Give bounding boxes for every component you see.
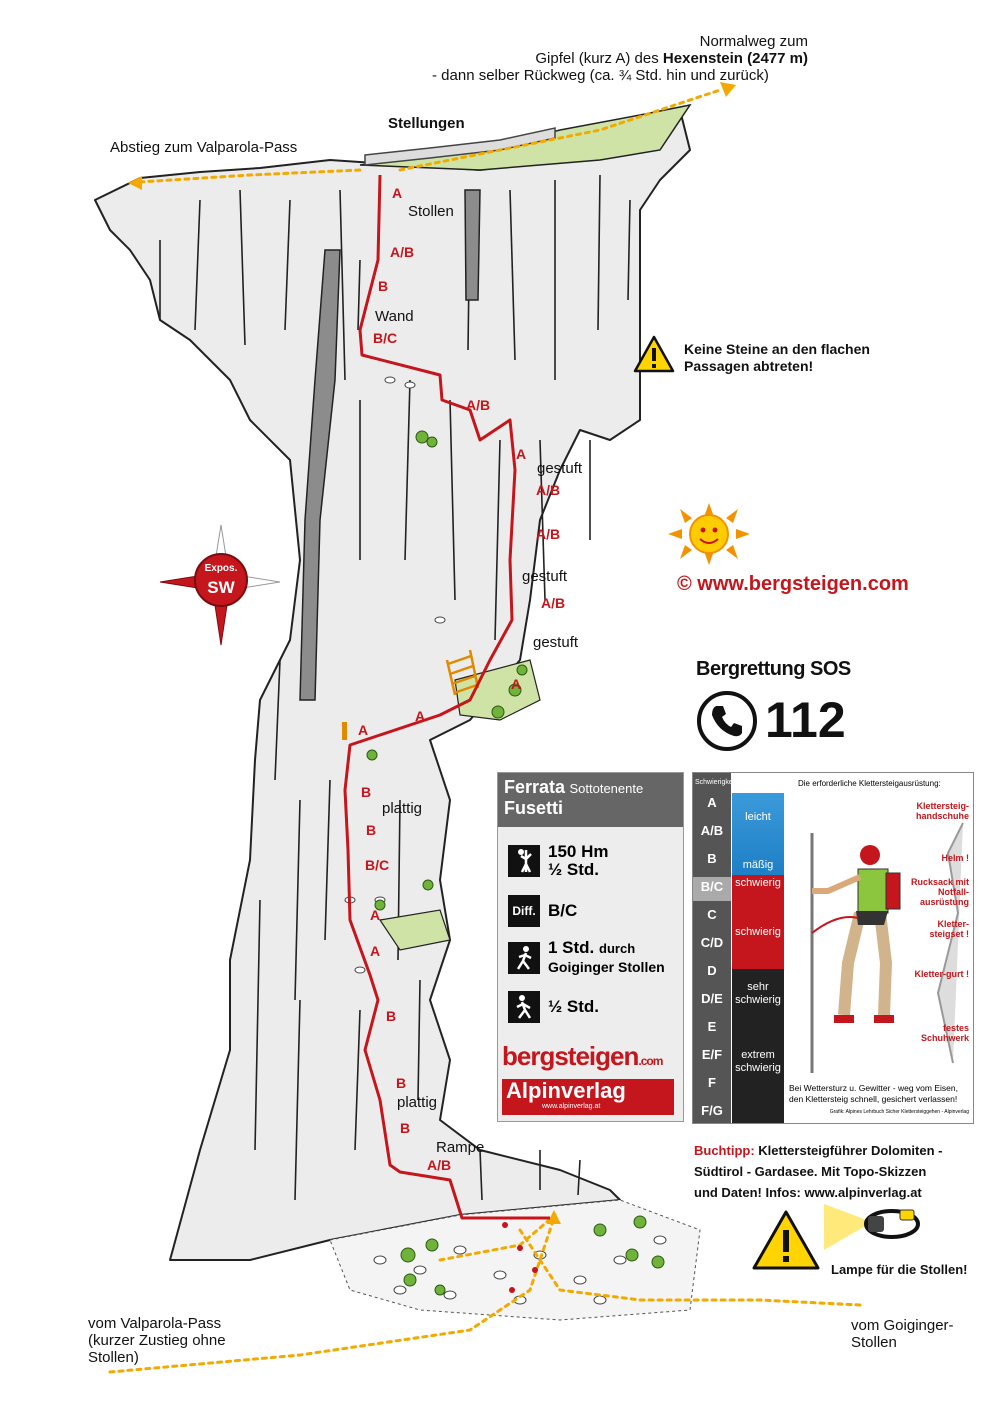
grade-label: B: [366, 822, 377, 838]
phone-icon: [696, 690, 758, 752]
headlamp-icon: [822, 1200, 922, 1258]
info-row-difficulty: [508, 895, 577, 927]
hiker-down-icon: [508, 991, 540, 1023]
rescue-title: Bergrettung SOS: [696, 658, 851, 680]
grade-item: B/C: [700, 879, 724, 894]
scale-label: extrem schwierig: [735, 1049, 781, 1074]
grade-label: B: [386, 1008, 397, 1024]
route-name-part1: Ferrata: [504, 777, 566, 797]
grading-note: Bei Wettersturz u. Gewitter - weg vom Eisen, den Klettersteig schnell, gesichert verlassen!: [789, 1083, 958, 1104]
info-height-time: ½ Std.: [548, 860, 600, 879]
grade-label: A: [511, 676, 522, 692]
route-info-card: [497, 772, 684, 1122]
grade-label: A: [370, 943, 381, 959]
summit-note-line2: Gipfel (kurz A) des Hexenstein (2477 m): [535, 50, 808, 67]
label-rampe: Rampe: [436, 1139, 485, 1156]
grade-item: C/D: [700, 935, 724, 950]
gear-label: Kletter-gurt !: [914, 969, 969, 979]
grade-item: F/G: [701, 1103, 723, 1118]
grading-header-right: Die erforderliche Klettersteigausrüstung:: [798, 779, 941, 788]
hiker-up-icon: [508, 942, 540, 974]
info-approach: 1 Std.: [548, 938, 595, 957]
grade-label: A/B: [541, 595, 566, 611]
info-descent: ½ Std.: [548, 997, 600, 1016]
info-approach-small: durch: [599, 941, 636, 956]
compass-exposure-value: SW: [207, 578, 235, 597]
scale-label: schwierig: [735, 877, 781, 889]
route-name-part2: Fusetti: [504, 798, 564, 818]
info-row-height: [508, 843, 608, 879]
compass-exposure-label: Expos.: [204, 563, 238, 574]
info-approach-via: Goiginger Stollen: [548, 959, 665, 975]
rescue-number[interactable]: 112: [765, 692, 846, 748]
difficulty-grading-panel: [692, 772, 974, 1124]
grade-label: A/B: [466, 397, 491, 413]
label-plattig: plattig: [397, 1094, 438, 1111]
grade-label: B/C: [365, 857, 390, 873]
grade-label: B: [361, 784, 372, 800]
warning-icon: [752, 1210, 820, 1272]
label-abstieg: Abstieg zum Valparola-Pass: [110, 139, 298, 156]
bergsteigen-logo[interactable]: bergsteigen.com: [502, 1041, 663, 1071]
gear-label: Rucksack mit Notfall-ausrüstung: [910, 877, 969, 907]
label-gestuft: gestuft: [533, 634, 579, 651]
grade-label: B: [400, 1120, 411, 1136]
summit-note-line1: Normalweg zum: [699, 33, 808, 50]
grade-label: A/B: [427, 1157, 452, 1173]
label-stellungen: Stellungen: [388, 115, 465, 132]
grade-label: A/B: [536, 482, 561, 498]
label-from-valparola: vom Valparola-Pass (kurzer Zustieg ohne Stollen): [88, 1315, 226, 1366]
book-tip-label: Buchtipp:: [694, 1143, 755, 1158]
scale-label: sehr schwierig: [735, 981, 781, 1006]
grade-item: A/B: [700, 823, 724, 838]
scale-label: leicht: [745, 811, 771, 823]
ladder-small: [342, 722, 347, 740]
label-wand: Wand: [375, 308, 414, 325]
grade-label: B: [396, 1075, 407, 1091]
label-stollen: Stollen: [408, 203, 454, 220]
book-tip: Buchtipp: Klettersteigführer Dolomiten - Südtirol - Gardasee. Mit Topo-Skizzen und Daten! Infos: www.alpinverlag.at: [694, 1143, 943, 1200]
gear-label: Kletter-steigset !: [929, 919, 969, 939]
grading-credit: Grafik: Alpines Lehrbuch Sicher Klettersteiggehen - Alpinverlag: [829, 1109, 969, 1115]
info-difficulty: B/C: [548, 901, 578, 920]
info-row-approach: [508, 939, 665, 976]
gear-label: Helm !: [941, 853, 969, 863]
gully-top: [465, 190, 480, 300]
gear-label: festes Schuhwerk: [920, 1023, 969, 1043]
grade-item: C: [707, 907, 717, 922]
grade-label: A: [516, 446, 527, 462]
grade-label: B: [378, 278, 389, 294]
alpinverlag-logo[interactable]: Alpinverlag www.alpinverlag.at: [502, 1079, 674, 1115]
grade-item: D: [707, 963, 717, 978]
info-height: 150 Hm: [548, 842, 609, 861]
route-info-header: [498, 773, 683, 827]
grade-label: A/B: [390, 244, 415, 260]
scale-label: schwierig: [735, 926, 781, 938]
warning-text: Keine Steine an den flachen Passagen abtreten!: [684, 341, 870, 374]
grade-item: E: [707, 1019, 717, 1034]
grade-item: A: [707, 795, 717, 810]
label-plattig: plattig: [382, 800, 423, 817]
scale-label: mäßig: [742, 859, 774, 871]
info-row-descent: [508, 991, 599, 1023]
grade-item: D/E: [701, 991, 723, 1006]
difficulty-icon: Diff.: [508, 895, 540, 927]
summit-note-line3: - dann selber Rückweg (ca. ¾ Std. hin und zurück): [432, 67, 769, 84]
grade-label: A: [358, 722, 369, 738]
grade-item: E/F: [701, 1047, 723, 1062]
grade-label: A/B: [536, 526, 561, 542]
copyright[interactable]: © www.bergsteigen.com: [677, 573, 909, 595]
lamp-note: Lampe für die Stollen!: [831, 1262, 968, 1277]
label-gestuft: gestuft: [537, 460, 583, 477]
grade-item: F: [708, 1075, 716, 1090]
grade-label: A: [392, 185, 403, 201]
grade-item: B: [707, 851, 717, 866]
label-from-goiginger: vom Goiginger- Stollen: [851, 1317, 954, 1351]
warning-icon: [633, 335, 675, 373]
scale-difficult: [732, 875, 784, 969]
climber-icon: [508, 845, 540, 877]
grading-header-left: Schwierigkeitsbewertung: [695, 779, 773, 786]
grade-label: A: [415, 708, 426, 724]
grade-label: A: [370, 907, 381, 923]
route-name-small: Sottotenente: [569, 781, 644, 796]
sun-icon: [668, 503, 750, 565]
gear-label: Klettersteig-handschuhe: [915, 801, 969, 821]
label-gestuft: gestuft: [522, 568, 568, 585]
grade-label: B/C: [373, 330, 398, 346]
